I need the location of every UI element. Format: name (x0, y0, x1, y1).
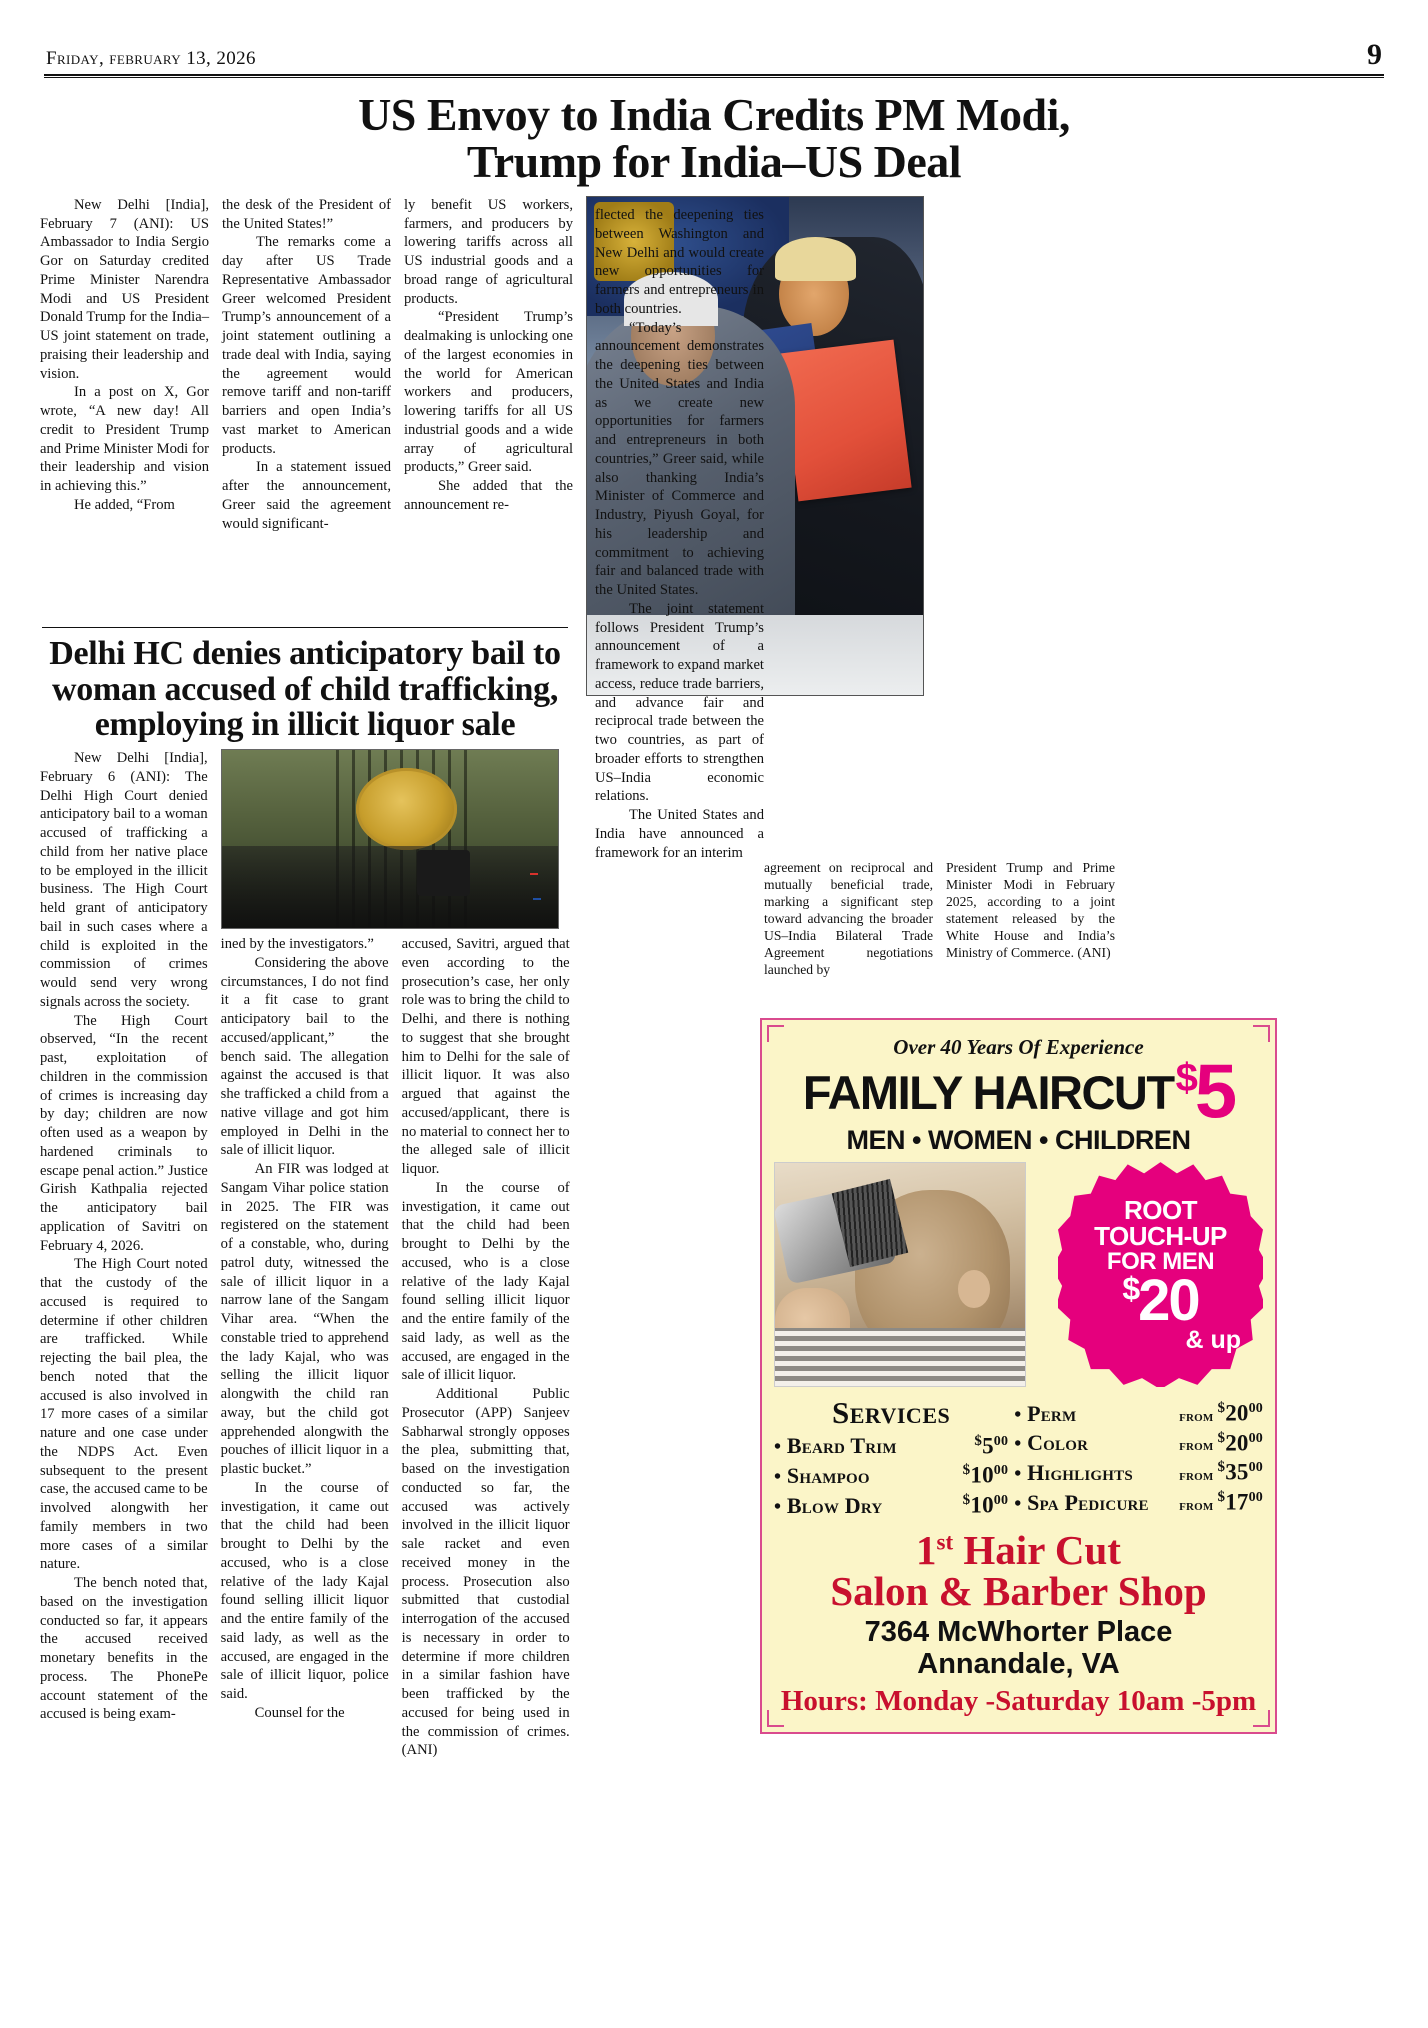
burst-price (1122, 1267, 1199, 1333)
currency-symbol: $ (1217, 1459, 1226, 1476)
photo-red-document (780, 340, 912, 502)
paragraph: An FIR was lodged at Sangam Vihar police station in 2025. The FIR was registered on the statement of a constable, who, during patrol duty, witnessed the sale of illicit liquor in a narrow lane of the Sangam Vihar area. “When the constable tried to apprehend the lady Kajal, who was selling the illicit liquor alongwith the child ran away, but the child got apprehended alongwith the pouches of illicit liquor in a plastic bucket.” (220, 1161, 389, 1478)
page-number: 9 (1367, 38, 1382, 71)
paragraph: She added that the announcement re- (404, 478, 573, 513)
paragraph: “Today’s announcement demonstrates the deepening ties between the United States and India as we create new opportunities for farmers and entrepreneurs in both countries,” Greer said, while also thanking India’s Minister of Commerce and Industry, Piyush Goyal, for his leadership and commitment to achieving fair and balanced trade with the United States. (595, 319, 764, 598)
haircut-ad[interactable] (760, 1018, 1277, 1734)
ad-business-hours: Hours: Monday -Saturday 10am -5pm (780, 1684, 1257, 1717)
service-name (1014, 1460, 1133, 1486)
article2-headline (40, 636, 570, 743)
article2-headline-line1: Delhi HC denies anticipatory bail to (49, 635, 561, 672)
ad-business-name-rest: Hair Cut (953, 1526, 1121, 1573)
ad-services-heading: Services (831, 1395, 951, 1431)
burst-line-1: ROOT (1123, 1194, 1198, 1225)
service-name (1014, 1401, 1076, 1427)
price-cents: 00 (993, 1492, 1009, 1508)
article2-right-columns (221, 749, 570, 1760)
currency-symbol: $ (974, 1432, 983, 1449)
article1-headline (40, 89, 1388, 187)
ad-main-title: FAMILY HAIRCUT (802, 1066, 1174, 1120)
price-amount: 10 (970, 1492, 994, 1518)
price-cents: 00 (1248, 1490, 1263, 1506)
paragraph: The remarks come a day after US Trade Representative Ambassador Greer welcomed President Trump’s announcement of a joint statement outlining a trade deal with India, saying the agreement would remove tariff and non-tariff barriers and open India’s vast market to American products. (222, 234, 391, 457)
price-amount: 20 (1225, 1430, 1249, 1456)
service-name (1014, 1430, 1088, 1456)
article2-column-3 (402, 935, 570, 1760)
bullet-icon: • (1014, 1492, 1022, 1515)
price-amount: 35 (1225, 1460, 1249, 1486)
price-cents: 00 (1248, 1460, 1263, 1476)
service-price (1179, 1459, 1263, 1486)
currency-symbol: $ (1217, 1429, 1226, 1446)
ad-corner-bottom-right-icon (1253, 1710, 1270, 1727)
article2-headline-line2: woman accused of child trafficking, (51, 670, 559, 708)
paragraph: New Delhi [India], February 6 (ANI): The Delhi High Court denied anticipatory bail to a woman accused of trafficking a child from her native place to be employed in the illicit business. The High Court held grant of anticipatory bail in such cases where a child is exploited in the commission of crimes would send very wrong signals across the society. (40, 750, 208, 1010)
service-name (774, 1493, 882, 1519)
service-row (774, 1492, 1008, 1519)
currency-symbol: $ (962, 1491, 971, 1508)
paragraph: the desk of the President of the United States!” (222, 196, 391, 232)
price-prefix: from (1179, 1438, 1214, 1455)
paragraph: In the course of investigation, it came out that the child had been brought to Delhi by the accused, who is a close relative of the lady Kajal found selling illicit liquor and the entire family of the said lady, as well as the accused, are engaged in the sale of illicit liquor. (401, 1179, 570, 1384)
bullet-icon: • (774, 1465, 782, 1488)
photo-news-tag-red (530, 873, 538, 875)
article1-column-2 (222, 196, 391, 534)
currency-symbol: $ (1217, 1489, 1226, 1506)
price-prefix: from (1179, 1408, 1214, 1425)
service-row (774, 1462, 1008, 1489)
paragraph: ly benefit US workers, farmers, and producers by lowering tariffs across all US industrial goods and a broad range of agricultural products. (404, 196, 573, 307)
ad-street-address: 7364 McWhorter Place (864, 1615, 1173, 1648)
article1-column-3 (404, 196, 573, 515)
currency-symbol: $ (962, 1462, 971, 1479)
advertisement[interactable] (760, 1010, 1277, 1734)
paragraph: In the course of investigation, it came out that the child had been brought to Delhi by the accused, who is a close relative of the lady Kajal found selling illicit liquor and the entire family of the said lady, as well as the accused, are engaged in the sale of illicit liquor, police said. (220, 1479, 389, 1703)
paragraph: The High Court observed, “In the recent past, exploitation of children in the commission of crimes is increasing day by day; children are now often used as a weapon by hardened criminals to escape penal action.” Justice Girish Kathpalia rejected the anticipatory bail application of Savitri on February 4, 2026. (40, 1012, 208, 1254)
bullet-icon: • (774, 1436, 782, 1459)
currency-symbol: $ (1217, 1400, 1226, 1417)
masthead (40, 40, 1388, 74)
burst-line-2: TOUCH-UP (1094, 1220, 1227, 1251)
price-cents: 00 (993, 1463, 1009, 1479)
service-label: Shampoo (786, 1462, 870, 1488)
ad-title-row (774, 1049, 1263, 1135)
masthead-rule (44, 74, 1384, 78)
price-amount: 17 (1225, 1489, 1249, 1515)
ad-headline-price-value: 5 (1194, 1049, 1235, 1135)
service-label: Highlights (1027, 1460, 1133, 1486)
service-row (774, 1433, 1008, 1460)
paragraph: accused, Savitri, argued that even according to the prosecution’s case, her only role was to bring the child to Delhi, and there is nothing to suggest that she brought him to Delhi for the sale of illicit liquor. It was also argued that against the accused/applicant, there is no material to connect her to the alleged sale of illicit liquor. (401, 936, 570, 1178)
delhi-high-court-photo (221, 749, 559, 929)
service-name (1014, 1490, 1149, 1516)
service-row (1014, 1489, 1263, 1516)
article2 (40, 618, 570, 1760)
ad-business-name-line2: Salon & Barber Shop (830, 1567, 1207, 1614)
ad-corner-top-left-icon (767, 1025, 784, 1042)
ad-corner-top-right-icon (1253, 1025, 1270, 1042)
service-label: Blow Dry (786, 1492, 883, 1518)
service-price (974, 1433, 1008, 1460)
paragraph: In a statement issued after the announcement, Greer said the agreement would significant- (222, 459, 391, 532)
ad-photo-striped-shirt (775, 1328, 1025, 1386)
photo-video-camera (417, 850, 471, 896)
article2-top-rule (42, 627, 568, 628)
price-prefix: from (1179, 1497, 1214, 1514)
ad-business-name-number: 1 (916, 1526, 937, 1573)
price-cents: 00 (993, 1433, 1009, 1449)
article2-columns-23 (221, 935, 570, 1760)
paragraph: The High Court noted that the custody of the accused is required to determine if other children are trafficked. While rejecting the bail plea, the bench noted that the accused is also involved in 17 more cases of a similar nature and one case under the NDPS Act. Even subsequent to the present case, the accused came to be involved alongwith her family members in two more cases of a similar nature. (40, 1256, 208, 1573)
ad-experience-line: Over 40 Years Of Experience (893, 1035, 1144, 1059)
ad-headline-price-symbol: $ (1175, 1056, 1195, 1100)
ad-subtitle: MEN • WOMEN • CHILDREN (846, 1125, 1191, 1156)
price-amount: 20 (1225, 1400, 1249, 1426)
article1-column-1 (40, 196, 209, 515)
ad-corner-bottom-left-icon (767, 1710, 784, 1727)
burst-price-symbol: $ (1122, 1270, 1139, 1307)
service-price (963, 1492, 1009, 1519)
paragraph: “President Trump’s dealmaking is unlocking one of the largest economies in the world for American workers and producers, lowering tariffs for all US industrial goods and a wide array of agricultural products,” Greer said. (404, 309, 573, 476)
paragraph: Considering the above circumstances, I do not find it a fit case to grant anticipatory bail to the accused/applicant,” the bench said. The allegation against the accused is that she trafficked a child from a native village and got him employed in Delhi in the sale of illicit liquor. (220, 954, 389, 1159)
photo-media-crowd (222, 846, 558, 928)
ad-business-name-ordinal: st (936, 1528, 954, 1554)
service-name (774, 1433, 897, 1459)
ad-photo-ear (958, 1270, 991, 1308)
starburst-text (1058, 1162, 1263, 1387)
ad-services-left-column (774, 1397, 1008, 1519)
article2-column-2 (221, 935, 389, 1760)
ad-services-right-column (1014, 1397, 1263, 1519)
paragraph: The joint statement follows President Trump’s announcement of a framework to expand market access, reduce trade barriers, and advance fair and reciprocal trade between the two countries, as part of broader efforts to strengthen US–India economic relations. (595, 600, 764, 805)
photo-figure-trump-hair (775, 237, 856, 282)
bullet-icon: • (1014, 1433, 1022, 1456)
burst-and-up: & up (1185, 1325, 1241, 1354)
ad-boy-haircut-photo (774, 1162, 1026, 1387)
service-row (1014, 1459, 1263, 1486)
price-cents: 00 (1248, 1430, 1263, 1446)
service-label: Beard Trim (786, 1433, 897, 1459)
bullet-icon: • (1014, 1403, 1022, 1426)
paragraph: The bench noted that, based on the investigation conducted so far, it appears the accused received monetary benefits in the process. The PhonePe account statement of the accused is being exam- (40, 1575, 208, 1723)
photo-news-tag-blue (533, 898, 541, 900)
paragraph: New Delhi [India], February 7 (ANI): US Ambassador to India Sergio Gor on Saturday credited Prime Minister Narendra Modi and US President Donald Trump for the India–US joint statement on trade, praising their leadership and vision. (40, 196, 209, 382)
caption-left: agreement on reciprocal and mutually beneficial trade, marking a significant step toward advancing the broader US–India Bilateral Trade Agreement negotiations launched by (764, 860, 933, 977)
bullet-icon: • (774, 1495, 782, 1518)
paragraph: ined by the investigators.” (220, 936, 374, 953)
service-price (1179, 1430, 1263, 1457)
burst-price-amount: 20 (1138, 1267, 1199, 1333)
article1-photo-captions (764, 860, 1115, 978)
service-row (1014, 1400, 1263, 1427)
burst-line-3: FOR MEN (1106, 1247, 1215, 1275)
ad-starburst-badge (1058, 1162, 1263, 1387)
photo-court-emblem (356, 768, 457, 850)
article1-headline-line1: US Envoy to India Credits PM Modi, (358, 89, 1070, 140)
paragraph: flected the deepening ties between Washington and New Delhi and would create new opportunities for farmers and entrepreneurs in both countries. (595, 207, 764, 317)
price-amount: 10 (970, 1462, 994, 1488)
service-price (1179, 1400, 1263, 1427)
article2-column-1 (40, 749, 208, 1724)
price-prefix: from (1179, 1468, 1214, 1485)
paragraph: In a post on X, Gor wrote, “A new day! All credit to President Trump and Prime Minister Modi for their leadership and vision in achieving this.” (40, 384, 209, 495)
ad-city-state: Annandale, VA (917, 1647, 1120, 1680)
article1-headline-line2: Trump for India–US Deal (466, 135, 962, 187)
paragraph: He added, “From (74, 496, 175, 513)
service-name (774, 1463, 870, 1489)
service-price (1179, 1489, 1263, 1516)
paragraph: Counsel for the (254, 1704, 345, 1721)
ad-headline-price (1175, 1049, 1235, 1135)
service-label: Spa Pedicure (1027, 1489, 1149, 1515)
article1-column-4 (595, 206, 764, 862)
service-row (1014, 1430, 1263, 1457)
paragraph: Additional Public Prosecutor (APP) Sanjeev Sabharwal strongly opposes the plea, submitting that, based on the investigation conducted so far, the accused was actively involved in the illicit liquor sale racket and even received money in the process. Prosecution also submitted that custodial interrogation of the accused is necessary in order to determine if more children in a similar fashion have been trafficked by the accused for being used in the commission of crimes. (ANI) (401, 1386, 570, 1759)
article2-headline-line3: employing in illicit liquor sale (94, 706, 516, 744)
ad-services-section (774, 1397, 1263, 1519)
service-label: Color (1027, 1430, 1089, 1456)
service-price (963, 1462, 1009, 1489)
paragraph: The United States and India have announced a framework for an interim (595, 807, 764, 861)
price-amount: 5 (982, 1433, 994, 1459)
ad-business-name-line1 (774, 1526, 1263, 1573)
ad-middle-row (774, 1162, 1263, 1387)
article2-body (40, 749, 570, 1760)
price-cents: 00 (1248, 1401, 1263, 1417)
service-label: Perm (1027, 1400, 1077, 1426)
bullet-icon: • (1014, 1463, 1022, 1486)
caption-right: President Trump and Prime Minister Modi in February 2025, according to a joint statement released by the White House and India’s Ministry of Commerce. (ANI) (946, 860, 1115, 960)
dateline: Friday, february 13, 2026 (46, 48, 256, 69)
